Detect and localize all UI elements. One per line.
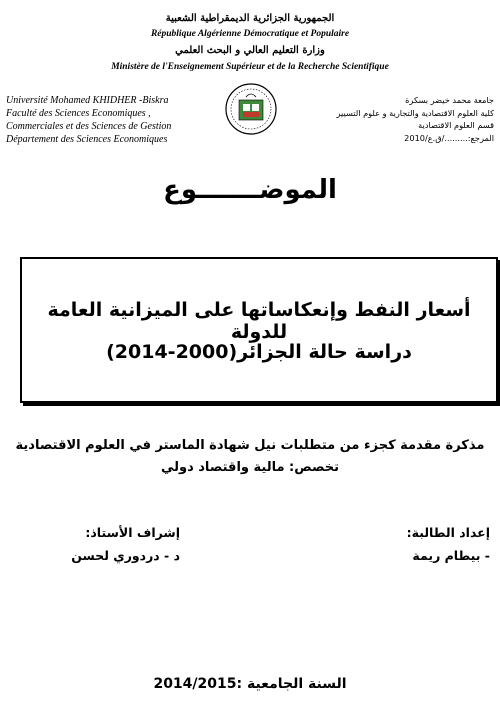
university-info-french <box>6 94 211 146</box>
university-name: Université Mohamed KHIDHER -Biskra <box>6 95 169 106</box>
republic-french: République Algérienne Démocratique et Populaire <box>150 29 350 39</box>
reference-number: المرجع:........./ق.ع/2010 <box>404 132 494 143</box>
ministry-arabic: وزارة التعليم العالي و البحث العلمي <box>175 45 325 56</box>
memo-description: مذكرة مقدمة كجزء من متطلبات نيل شهادة الماستر في العلوم الاقتصادية <box>15 438 485 453</box>
student-name: - بيطام ريمة <box>412 548 490 563</box>
student-label: إعداد الطالبة: <box>406 525 490 540</box>
department-name-ar: قسم العلوم الاقتصادية <box>418 120 494 130</box>
republic-arabic: الجمهورية الجزائرية الديمقراطية الشعبية <box>165 13 335 24</box>
faculty-name-cont: Commerciales et des Sciences de Gestion <box>6 121 172 132</box>
academic-year: السنة الجامعية :2014/2015 <box>153 676 347 692</box>
thesis-title-line1: أسعار النفط وإنعكاساتها على الميزانية العامة للدولة <box>47 299 471 343</box>
faculty-name-ar: كلية العلوم الاقتصادية والتجارية و علوم التسيير <box>336 107 494 118</box>
supervisor-name: د - دردوري لحسن <box>71 548 180 563</box>
university-name-ar: جامعة محمد خيضر بسكرة <box>405 95 494 105</box>
faculty-name: Faculté des Sciences Economiques , <box>6 108 151 119</box>
thesis-title-line2: دراسة حالة الجزائر(2000-2014) <box>106 341 412 363</box>
topic-heading: الموضـــــــوع <box>163 175 337 205</box>
university-info-arabic <box>279 94 494 144</box>
ministry-french: Ministère de l'Enseignement Supérieur et de la Recherche Scientifique <box>111 62 389 72</box>
supervisor-label: إشراف الأستاذ: <box>85 525 180 540</box>
university-logo-icon <box>224 82 278 136</box>
specialization: تخصص: مالية واقتصاد دولي <box>160 460 340 475</box>
department-name: Département des Sciences Economiques <box>6 134 168 145</box>
thesis-title-box <box>20 257 498 403</box>
